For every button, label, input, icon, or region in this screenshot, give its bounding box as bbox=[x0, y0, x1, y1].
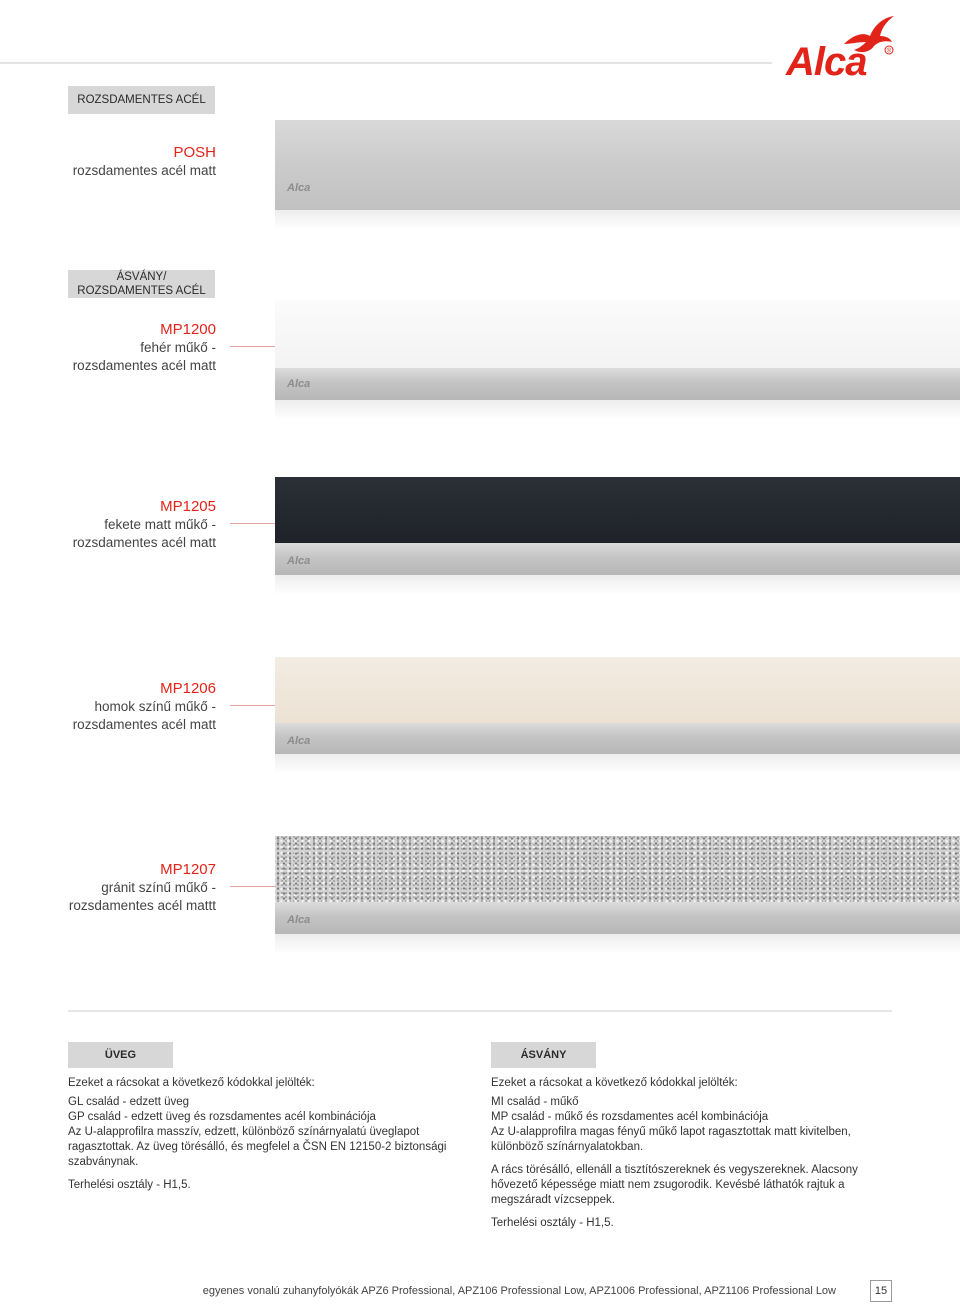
logo-wordmark: Alca bbox=[786, 40, 867, 84]
section-separator bbox=[68, 1010, 892, 1012]
section-label-stainless bbox=[68, 86, 215, 114]
section-label-text: ROZSDAMENTES ACÉL bbox=[77, 94, 206, 106]
grate-posh bbox=[275, 120, 960, 210]
glass-gp-family: GP család - edzett üveg és rozsdamentes acél kombinációja bbox=[68, 1111, 376, 1123]
product-mp1205 bbox=[40, 497, 216, 552]
mineral-mp-family: MP család - műkő és rozsdamentes acél kombinációja bbox=[491, 1111, 769, 1123]
grate-mp1205 bbox=[275, 477, 960, 575]
registered-mark: ® bbox=[886, 48, 892, 55]
steel-surface bbox=[275, 120, 960, 210]
section-label-text: ÁSVÁNY bbox=[520, 1049, 567, 1061]
product-posh bbox=[40, 143, 216, 180]
glass-description bbox=[68, 1076, 458, 1193]
steel-surface bbox=[275, 902, 960, 934]
grate-mp1206 bbox=[275, 657, 960, 754]
product-desc-line2: rozsdamentes acél matt bbox=[72, 717, 216, 732]
product-code: MP1200 bbox=[160, 321, 216, 338]
grate-shadow bbox=[275, 210, 960, 230]
black-stone-surface bbox=[275, 477, 960, 543]
granite-stone-surface bbox=[275, 836, 960, 902]
product-mp1206 bbox=[40, 679, 216, 734]
product-desc-line1: fehér műkő - bbox=[140, 340, 216, 355]
glass-intro: Ezeket a rácsokat a következő kódokkal jelölték: bbox=[68, 1077, 315, 1089]
section-label-mineral-stone bbox=[491, 1042, 596, 1068]
glass-detail: Az U-alapprofilra masszív, edzett, különböző színárnyalatú üveglapot ragasztottak. Az üveg törésálló, és megfelel a ČSN EN 12150-2 biztonsági szabványnak. bbox=[68, 1126, 447, 1168]
product-desc-line2: rozsdamentes acél matt bbox=[72, 358, 216, 373]
grate-shadow bbox=[275, 934, 960, 954]
page-number: 15 bbox=[870, 1280, 892, 1302]
grate-shadow bbox=[275, 400, 960, 420]
white-stone-surface bbox=[275, 300, 960, 368]
mineral-description bbox=[491, 1076, 871, 1231]
grate-logo: Alca bbox=[287, 914, 311, 926]
mineral-load-class: Terhelési osztály - H1,5. bbox=[491, 1217, 614, 1229]
product-desc: rozsdamentes acél matt bbox=[72, 163, 216, 178]
product-code: POSH bbox=[173, 144, 216, 161]
steel-surface bbox=[275, 368, 960, 400]
grate-mp1207 bbox=[275, 836, 960, 934]
section-label-line2: ROZSDAMENTES ACÉL bbox=[77, 285, 206, 297]
product-desc-line1: gránit színű műkő - bbox=[101, 880, 216, 895]
product-code: MP1205 bbox=[160, 498, 216, 515]
grate-logo: Alca bbox=[287, 182, 311, 194]
footer-text: egyenes vonalú zuhanyfolyókák APZ6 Professional, APZ106 Professional Low, APZ1006 Professional, APZ1106 Professional Low bbox=[202, 1285, 836, 1297]
glass-gl-family: GL család - edzett üveg bbox=[68, 1096, 190, 1108]
grate-shadow bbox=[275, 754, 960, 774]
section-label-glass bbox=[68, 1042, 173, 1068]
grate-logo: Alca bbox=[287, 378, 311, 390]
product-desc-line1: fekete matt műkő - bbox=[104, 517, 216, 532]
grate-mp1200 bbox=[275, 300, 960, 400]
product-code: MP1206 bbox=[160, 680, 216, 697]
product-desc-line1: homok színű műkő - bbox=[94, 699, 216, 714]
grate-logo: Alca bbox=[287, 555, 311, 567]
header-rule bbox=[0, 62, 772, 64]
section-label-text: ÜVEG bbox=[104, 1049, 137, 1061]
glass-load-class: Terhelési osztály - H1,5. bbox=[68, 1179, 191, 1191]
product-mp1200 bbox=[40, 320, 216, 375]
mineral-detail: Az U-alapprofilra magas fényű műkő lapot ragasztottak matt kivitelben, különböző színárnyalatokban. bbox=[491, 1126, 851, 1153]
section-label-mineral bbox=[68, 270, 215, 298]
mineral-intro: Ezeket a rácsokat a következő kódokkal jelölték: bbox=[491, 1077, 738, 1089]
product-desc-line2: rozsdamentes acél mattt bbox=[68, 898, 216, 913]
section-label-line1: ÁSVÁNY/ bbox=[116, 271, 167, 283]
sand-stone-surface bbox=[275, 657, 960, 723]
grate-logo: Alca bbox=[287, 735, 311, 747]
mineral-properties: A rács törésálló, ellenáll a tisztítószereknek és vegyszereknek. Alacsony hővezető képessége miatt nem zsugorodik. Kevésbé láthatók rajtuk a megszáradt vízcseppek. bbox=[491, 1164, 858, 1206]
alca-logo bbox=[782, 14, 894, 86]
steel-surface bbox=[275, 543, 960, 575]
mineral-mi-family: MI család - műkő bbox=[491, 1096, 579, 1108]
grate-shadow bbox=[275, 575, 960, 595]
steel-surface bbox=[275, 723, 960, 754]
product-desc-line2: rozsdamentes acél matt bbox=[72, 535, 216, 550]
product-mp1207 bbox=[40, 860, 216, 915]
product-code: MP1207 bbox=[160, 861, 216, 878]
